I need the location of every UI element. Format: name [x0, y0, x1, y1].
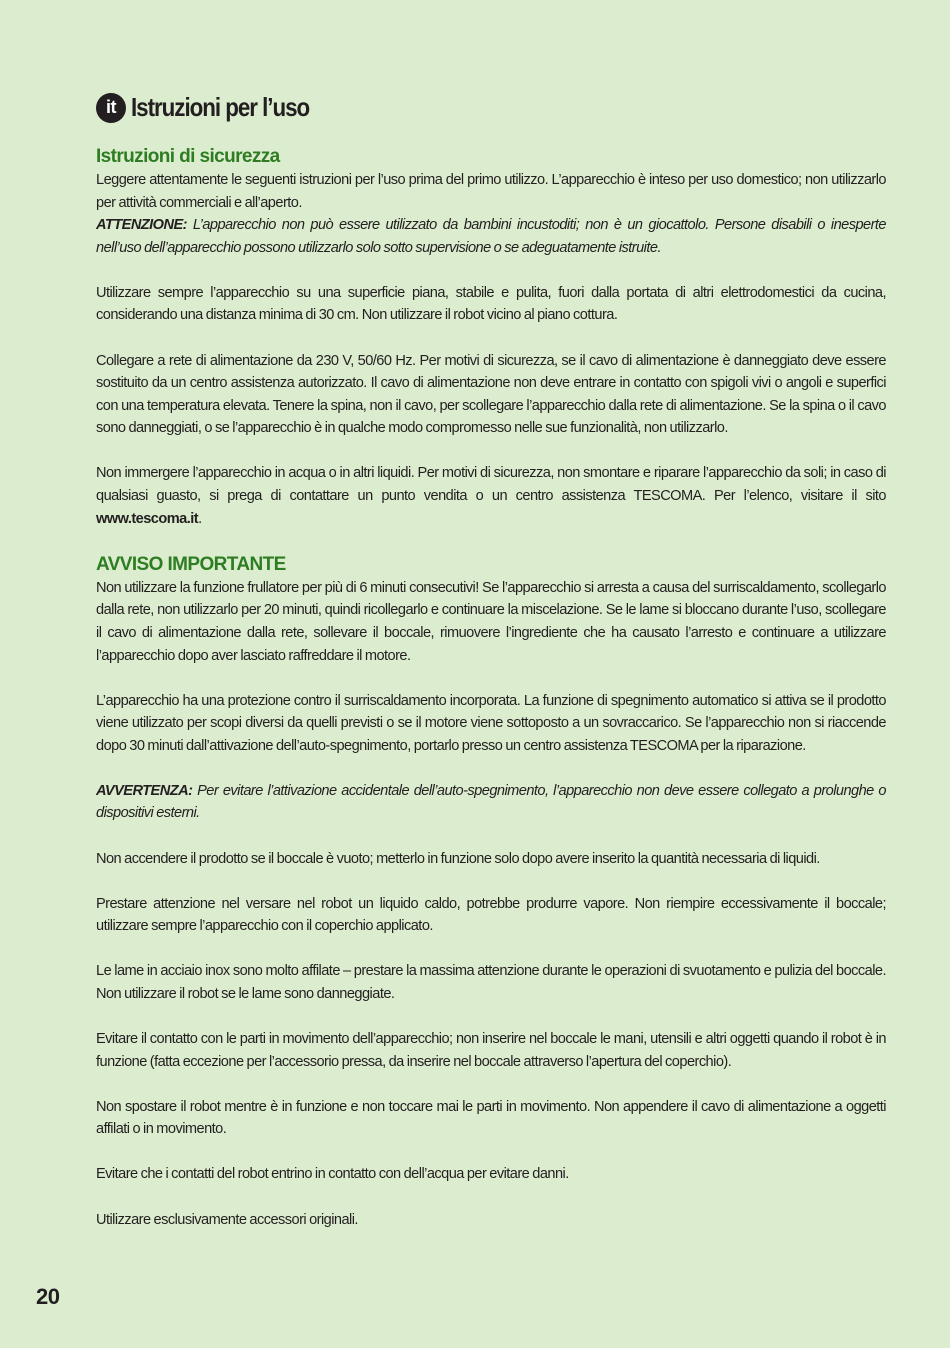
water-end: .	[198, 510, 202, 527]
paragraph-attention	[96, 214, 886, 259]
paragraph-overheat: L’apparecchio ha una protezione contro il surriscaldamento incorporata. La funzione di spegnimento automatico si attiva se il prodotto viene utilizzato per scopi diversi da quelli previsti o se il motore viene sottoposto a un sovraccarico. Se l’apparecchio non si riaccende dopo 30 minuti dall’attivazione dell’auto-spegnimento, portarlo presso un centro assistenza TESCOMA per la riparazione.	[96, 692, 886, 754]
attention-text: L’apparecchio non può essere utilizzato da bambini incustoditi; non è un giocattolo. Persone disabili o inesperte nell’uso dell’apparecchio possono utilizzarlo solo sotto supervisione o se adeguatamente istruite.	[96, 217, 886, 256]
paragraph-contacts: Evitare che i contatti del robot entrino in contatto con dell’acqua per evitare danni.	[96, 1166, 569, 1183]
page-number: 20	[36, 1284, 60, 1309]
paragraph-placement: Utilizzare sempre l’apparecchio su una superficie piana, stabile e pulita, fuori dalla portata di altri elettrodomestici da cucina, considerando una distanza minima di 30 cm. Non utilizzare il robot vicino al piano cottura.	[96, 284, 886, 324]
paragraph-power: Collegare a rete di alimentazione da 230 V, 50/60 Hz. Per motivi di sicurezza, se il cavo di alimentazione è danneggiato deve essere sostituito da un centro assistenza autorizzato. Il cavo di alimentazione non deve entrare in contatto con spigoli vivi o angoli e superfici con una temperatura elevata. Tenere la spina, non il cavo, per scollegare l’apparecchio dalla rete di alimentazione. Se la spina o il cavo sono danneggiati, o se l’apparecchio è in qualche modo compromesso nelle sue funzionalità, non utilizzarlo.	[96, 352, 886, 437]
paragraph-accessories: Utilizzare esclusivamente accessori originali.	[96, 1211, 358, 1228]
page-title: Istruzioni per l’uso	[131, 92, 310, 122]
paragraph-hot-liquid: Prestare attenzione nel versare nel robot un liquido caldo, potrebbe produrre vapore. Non riempire eccessivamente il boccale; utilizzare sempre l’apparecchio con il coperchio applicato.	[96, 895, 886, 935]
website-link[interactable]: www.tescoma.it	[96, 510, 199, 527]
warning-label: AVVERTENZA:	[96, 782, 193, 799]
paragraph-blender: Non utilizzare la funzione frullatore per più di 6 minuti consecutivi! Se l’apparecchio si arresta a causa del surriscaldamento, scollegarlo dalla rete, non utilizzarlo per 20 minuti, quindi ricollegarlo e continuare la miscelazione. Se le lame si bloccano durante l’uso, scollegare il cavo di alimentazione dalla rete, sollevare il boccale, rimuovere l’ingrediente che ha causato l’arresto e continuare a utilizzare l’apparecchio dopo aver lasciato raffreddare il motore.	[96, 579, 886, 664]
warning-text: Per evitare l’attivazione accidentale dell’auto-spegnimento, l’apparecchio non deve essere collegato a prolunghe o dispositivi esterni.	[96, 782, 886, 822]
safety-heading: Istruzioni di sicurezza	[96, 146, 280, 167]
paragraph-blades: Le lame in acciaio inox sono molto affilate – prestare la massima attenzione durante le operazioni di svuotamento e pulizia del boccale. Non utilizzare il robot se le lame sono danneggiate.	[96, 963, 886, 1002]
attention-label: ATTENZIONE:	[96, 217, 187, 234]
paragraph-moving-parts: Evitare il contatto con le parti in movimento dell’apparecchio; non inserire nel boccale le mani, utensili e altri oggetti quando il robot è in funzione (fatta eccezione per l’accessorio pressa, da inserire nel boccale attraverso l’apertura del coperchio).	[96, 1031, 886, 1070]
paragraph-water	[96, 462, 886, 530]
water-text: Non immergere l’apparecchio in acqua o in altri liquidi. Per motivi di sicurezza, non smontare e riparare l’apparecchio da soli; in caso di qualsiasi guasto, si prega di contattare un punto vendita o un centro assistenza TESCOMA. Per l’elenco, visitare il sito	[96, 465, 886, 505]
paragraph-warning	[96, 780, 886, 825]
title-row	[96, 92, 886, 123]
paragraph-no-move: Non spostare il robot mentre è in funzione e non toccare mai le parti in movimento. Non appendere il cavo di alimentazione a oggetti affilati o in movimento.	[96, 1098, 886, 1138]
paragraph-intro: Leggere attentamente le seguenti istruzioni per l’uso prima del primo utilizzo. L’apparecchio è inteso per uso domestico; non utilizzarlo per attività commerciali e all’aperto.	[96, 172, 886, 211]
notice-heading: AVVISO IMPORTANTE	[96, 553, 286, 575]
language-badge-icon: it	[96, 93, 126, 123]
paragraph-empty-jar: Non accendere il prodotto se il boccale è vuoto; metterlo in funzione solo dopo avere inserito la quantità necessaria di liquidi.	[96, 850, 820, 867]
page-content	[96, 92, 886, 1254]
